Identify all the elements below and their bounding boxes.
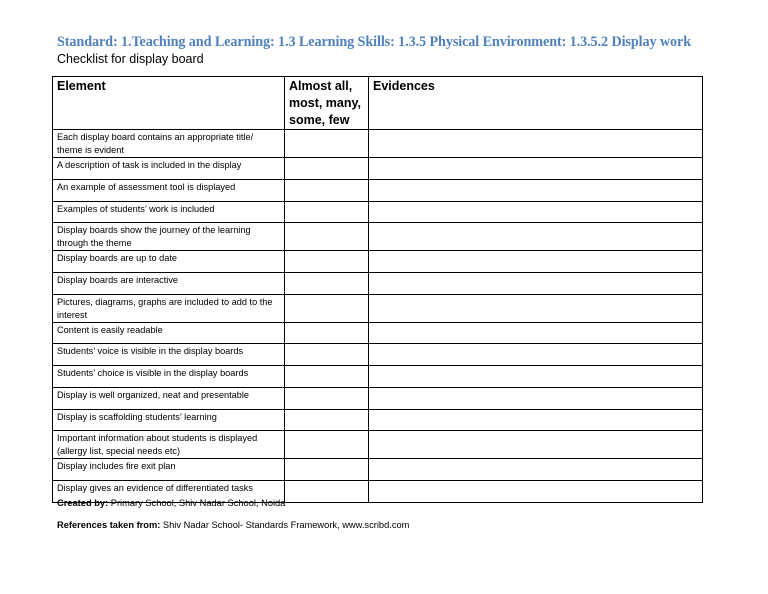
references-value: Shiv Nadar School- Standards Framework, www.scribd.com — [160, 520, 410, 530]
table-row — [53, 273, 703, 295]
row-element: Display gives an evidence of differentiated tasks — [53, 481, 285, 503]
created-by-label: Created by: — [57, 498, 109, 508]
table-row — [53, 344, 703, 366]
references-line — [57, 520, 409, 530]
row-almost-all-cell[interactable] — [285, 431, 369, 459]
row-element: Students’ voice is visible in the display boards — [53, 344, 285, 366]
table-row — [53, 459, 703, 481]
checklist-table — [52, 76, 703, 503]
row-almost-all-cell[interactable] — [285, 180, 369, 202]
row-evidences-cell[interactable] — [369, 431, 703, 459]
row-almost-all-cell[interactable] — [285, 323, 369, 344]
row-almost-all-cell[interactable] — [285, 459, 369, 481]
row-almost-all-cell[interactable] — [285, 130, 369, 158]
row-evidences-cell[interactable] — [369, 158, 703, 180]
row-evidences-cell[interactable] — [369, 459, 703, 481]
row-evidences-cell[interactable] — [369, 388, 703, 410]
page-title: Standard: 1.Teaching and Learning: 1.3 Learning Skills: 1.3.5 Physical Environment: 1.3.5.2 Display work — [57, 34, 692, 50]
table-row — [53, 223, 703, 251]
references-label: References taken from: — [57, 520, 161, 530]
table-row — [53, 295, 703, 323]
table-row — [53, 388, 703, 410]
table-row — [53, 251, 703, 273]
row-almost-all-cell[interactable] — [285, 295, 369, 323]
row-almost-all-cell[interactable] — [285, 388, 369, 410]
row-almost-all-cell[interactable] — [285, 202, 369, 223]
created-by-value: Primary School, Shiv Nadar School, Noida — [108, 498, 286, 508]
row-evidences-cell[interactable] — [369, 344, 703, 366]
row-almost-all-cell[interactable] — [285, 251, 369, 273]
row-almost-all-cell[interactable] — [285, 223, 369, 251]
row-evidences-cell[interactable] — [369, 202, 703, 223]
row-element: An example of assessment tool is displayed — [53, 180, 285, 202]
page-subtitle: Checklist for display board — [57, 52, 204, 66]
row-evidences-cell[interactable] — [369, 410, 703, 431]
row-element: Display is well organized, neat and presentable — [53, 388, 285, 410]
row-evidences-cell[interactable] — [369, 223, 703, 251]
row-almost-all-cell[interactable] — [285, 344, 369, 366]
row-evidences-cell[interactable] — [369, 273, 703, 295]
row-element: Students’ choice is visible in the display boards — [53, 366, 285, 388]
row-element: Each display board contains an appropriate title/ theme is evident — [53, 130, 285, 158]
row-almost-all-cell[interactable] — [285, 481, 369, 503]
row-element: Examples of students’ work is included — [53, 202, 285, 223]
row-evidences-cell[interactable] — [369, 366, 703, 388]
table-row — [53, 323, 703, 344]
row-almost-all-cell[interactable] — [285, 410, 369, 431]
header-element: Element — [53, 77, 285, 130]
row-element: Content is easily readable — [53, 323, 285, 344]
table-header-row — [53, 77, 703, 130]
created-by-line — [57, 498, 285, 508]
row-element: Pictures, diagrams, graphs are included to add to the interest — [53, 295, 285, 323]
table-row — [53, 366, 703, 388]
row-element: A description of task is included in the display — [53, 158, 285, 180]
row-evidences-cell[interactable] — [369, 251, 703, 273]
row-evidences-cell[interactable] — [369, 481, 703, 503]
row-element: Display boards are interactive — [53, 273, 285, 295]
row-almost-all-cell[interactable] — [285, 273, 369, 295]
header-evidences: Evidences — [369, 77, 703, 130]
row-evidences-cell[interactable] — [369, 295, 703, 323]
table-row — [53, 202, 703, 223]
row-element: Display boards show the journey of the learning through the theme — [53, 223, 285, 251]
row-element: Important information about students is displayed (allergy list, special needs etc) — [53, 431, 285, 459]
table-row — [53, 180, 703, 202]
row-evidences-cell[interactable] — [369, 180, 703, 202]
header-almost-all: Almost all, most, many, some, few — [285, 77, 369, 130]
table-row — [53, 431, 703, 459]
row-almost-all-cell[interactable] — [285, 366, 369, 388]
table-row — [53, 158, 703, 180]
table-row — [53, 130, 703, 158]
row-element: Display boards are up to date — [53, 251, 285, 273]
table-row — [53, 410, 703, 431]
row-evidences-cell[interactable] — [369, 130, 703, 158]
row-element: Display includes fire exit plan — [53, 459, 285, 481]
row-element: Display is scaffolding students’ learning — [53, 410, 285, 431]
row-almost-all-cell[interactable] — [285, 158, 369, 180]
row-evidences-cell[interactable] — [369, 323, 703, 344]
